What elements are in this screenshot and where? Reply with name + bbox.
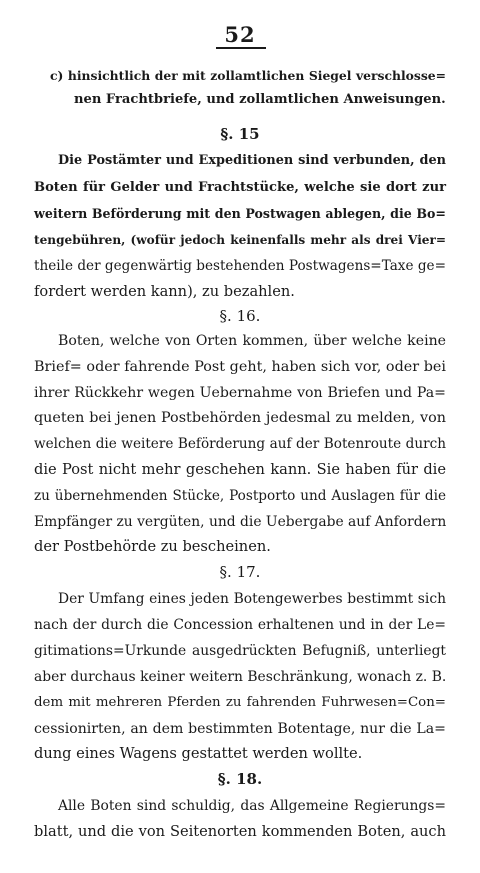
section-17-line-6: cessionirten, an dem bestimmten Botentage, nur die La=: [34, 721, 446, 737]
section-15-line-4: tengebühren, (wofür jedoch keinenfalls mehr als drei Vier=: [34, 233, 446, 247]
section-17-line-7: dung eines Wagens gestattet werden wollte.: [34, 745, 363, 762]
section-17-heading: §. 17.: [219, 563, 261, 581]
section-16-line-9: der Postbehörde zu bescheinen.: [34, 538, 271, 555]
section-15-line-2: Boten für Gelder und Frachtstücke, welche sie dort zur: [34, 180, 446, 195]
section-16-line-6: die Post nicht mehr geschehen kann. Sie haben für die: [34, 461, 446, 478]
section-15-line-5: theile der gegenwärtig bestehenden Postwagens=Taxe ge=: [34, 258, 446, 274]
section-16-line-7: zu übernehmenden Stücke, Postporto und Auslagen für die: [34, 488, 446, 504]
section-17-line-4: aber durchaus keiner weitern Beschränkung, wonach z. B.: [34, 669, 447, 685]
item-c-line-2: nen Frachtbriefe, und zollamtlichen Anweisungen.: [74, 92, 446, 107]
section-16-line-1: Boten, welche von Orten kommen, über welche keine: [58, 333, 446, 349]
item-c-line-1: c) hinsichtlich der mit zollamtlichen Siegel verschlosse=: [50, 68, 446, 83]
section-17-line-5: dem mit mehreren Pferden zu fahrenden Fuhrwesen=Con=: [34, 695, 446, 710]
section-16-heading: §. 16.: [219, 307, 261, 325]
section-17-line-2: nach der durch die Concession erhaltenen und in der Le=: [34, 617, 446, 633]
section-16-line-5: welchen die weitere Beförderung auf der Botenroute durch: [34, 436, 446, 452]
section-16-line-8: Empfänger zu vergüten, und die Uebergabe auf Anfordern: [34, 514, 447, 530]
section-17-line-3: gitimations=Urkunde ausgedrückten Befugniß, unterliegt: [34, 643, 446, 659]
section-17-line-1: Der Umfang eines jeden Botengewerbes bestimmt sich: [58, 591, 446, 607]
section-18-line-2: blatt, und die von Seitenorten kommenden Boten, auch: [34, 823, 446, 840]
section-15-line-1: Die Postämter und Expeditionen sind verbunden, den: [58, 153, 446, 168]
section-15-line-3: weitern Beförderung mit den Postwagen ablegen, die Bo=: [34, 206, 446, 221]
section-15-heading: §. 15: [220, 125, 260, 143]
section-16-line-4: queten bei jenen Postbehörden jedesmal zu melden, von: [34, 410, 446, 426]
page-number: 52: [224, 22, 256, 47]
section-16-line-3: ihrer Rückkehr wegen Uebernahme von Briefen und Pa=: [34, 385, 446, 401]
section-18-line-1: Alle Boten sind schuldig, das Allgemeine Regierungs=: [58, 798, 446, 814]
section-15-line-6: fordert werden kann), zu bezahlen.: [34, 283, 295, 300]
section-18-heading: §. 18.: [217, 770, 263, 788]
page-number-rule: [216, 47, 266, 49]
section-16-line-2: Brief= oder fahrende Post geht, haben sich vor, oder bei: [34, 359, 446, 375]
